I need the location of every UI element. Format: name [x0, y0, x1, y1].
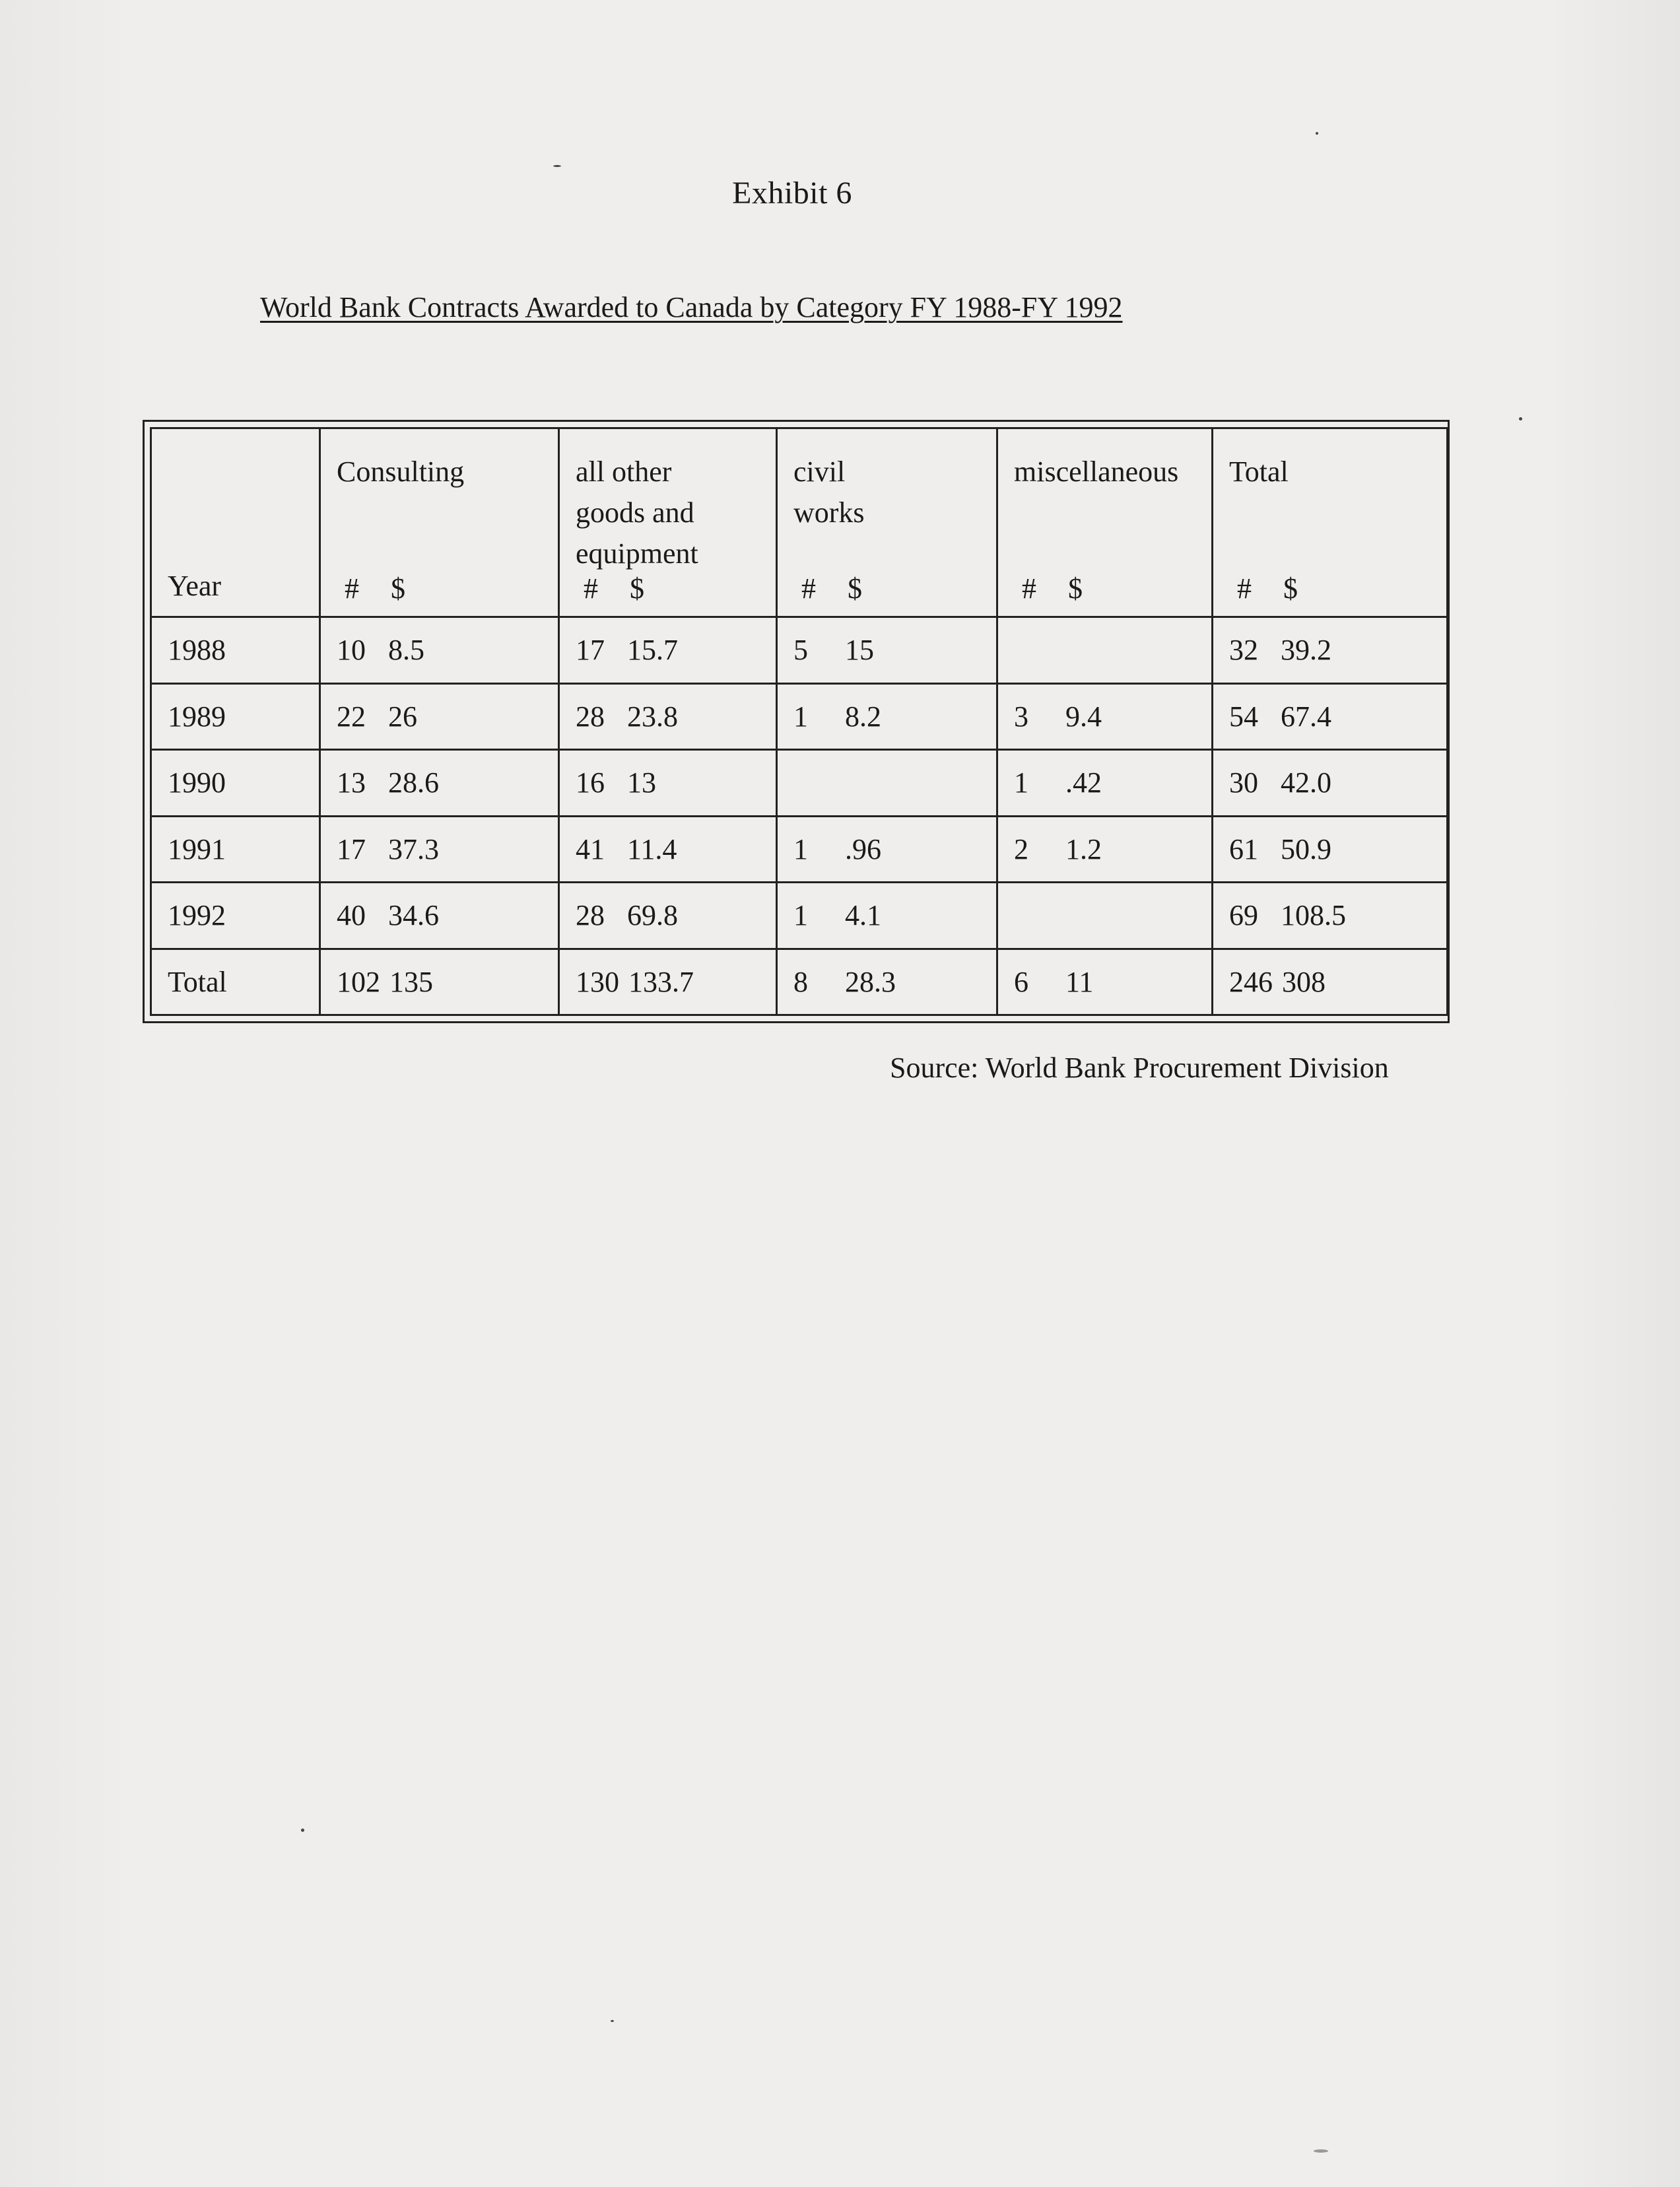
value-cell: [997, 883, 1213, 949]
contract-count: 22: [337, 700, 366, 733]
count-value-pair: [576, 966, 694, 998]
contract-count: 16: [576, 766, 605, 799]
contract-count: 8: [793, 965, 808, 998]
value-cell: [320, 750, 559, 817]
value-cell: [320, 617, 559, 684]
value-cell: [1213, 750, 1448, 817]
count-value-pair: [337, 833, 439, 865]
count-value-pair: [337, 899, 439, 931]
contract-value: .42: [1065, 766, 1102, 799]
count-value-pair: [576, 766, 656, 799]
value-symbol: $: [391, 572, 405, 605]
contract-count: 130: [576, 965, 619, 998]
contract-value: 42.0: [1281, 766, 1331, 799]
contract-count: 1: [793, 832, 808, 865]
value-cell: [997, 816, 1213, 883]
contract-count: 102: [337, 965, 380, 998]
units-label: [1022, 568, 1083, 609]
contract-value: 37.3: [388, 832, 439, 865]
source-note: Source: World Bank Procurement Division: [890, 1052, 1389, 1084]
value-cell: [559, 683, 777, 750]
category-label: Consulting: [337, 455, 465, 488]
contract-value: 28.6: [388, 766, 439, 799]
count-symbol: #: [801, 572, 816, 605]
contract-value: 108.5: [1281, 899, 1346, 932]
value-cell: [777, 750, 997, 817]
count-symbol: #: [1022, 572, 1036, 605]
count-value-pair: [1229, 766, 1331, 799]
contract-value: 4.1: [845, 899, 881, 932]
count-value-pair: [1229, 634, 1331, 666]
table-row: [151, 617, 1448, 684]
count-value-pair: [793, 833, 881, 865]
year-cell: 1990: [151, 750, 320, 817]
value-cell: [559, 883, 777, 949]
value-cell: [320, 816, 559, 883]
contract-count: 54: [1229, 700, 1258, 733]
civil-works-column-header: [777, 428, 997, 617]
value-symbol: $: [1283, 572, 1298, 605]
total-row: [151, 949, 1448, 1015]
contract-count: 246: [1229, 965, 1273, 998]
contract-value: 1.2: [1065, 832, 1102, 865]
count-symbol: #: [345, 572, 359, 605]
scan-speck: [1316, 132, 1318, 135]
count-value-pair: [1014, 634, 1065, 666]
value-cell: [777, 949, 997, 1015]
value-cell: [997, 617, 1213, 684]
count-value-pair: [1014, 899, 1065, 931]
value-symbol: $: [630, 572, 644, 605]
value-cell: [777, 883, 997, 949]
year-cell: 1989: [151, 683, 320, 750]
value-cell: [559, 816, 777, 883]
scan-speck: [611, 2020, 614, 2022]
contract-value: 23.8: [627, 700, 678, 733]
count-symbol: #: [1237, 572, 1252, 605]
table-row: [151, 750, 1448, 817]
value-cell: [997, 683, 1213, 750]
count-value-pair: [793, 899, 881, 931]
goods-equipment-column-header: [559, 428, 777, 617]
contract-value: 308: [1282, 965, 1326, 998]
year-column-header: [151, 428, 320, 617]
units-label: [1237, 568, 1298, 609]
miscellaneous-column-header: [997, 428, 1213, 617]
value-cell: [559, 750, 777, 817]
count-value-pair: [793, 766, 845, 799]
contract-count: 40: [337, 899, 366, 932]
value-cell: [1213, 949, 1448, 1015]
table-body: [151, 617, 1448, 1015]
value-cell: [777, 683, 997, 750]
scan-speck: [301, 1829, 304, 1832]
units-label: [345, 568, 405, 609]
contract-value: 28.3: [845, 965, 896, 998]
value-cell: [1213, 883, 1448, 949]
count-symbol: #: [584, 572, 598, 605]
contract-count: 1: [793, 899, 808, 932]
contract-count: 28: [576, 700, 605, 733]
year-cell: 1991: [151, 816, 320, 883]
count-value-pair: [337, 700, 417, 733]
count-value-pair: [337, 766, 439, 799]
count-value-pair: [337, 634, 424, 666]
count-value-pair: [1229, 700, 1331, 733]
contract-value: 8.5: [388, 634, 424, 667]
units-label: [584, 568, 644, 609]
value-cell: [777, 816, 997, 883]
scan-speck: [1314, 2149, 1328, 2153]
count-value-pair: [1014, 966, 1093, 998]
contract-count: 28: [576, 899, 605, 932]
count-value-pair: [576, 634, 678, 666]
value-cell: [1213, 683, 1448, 750]
contract-value: 67.4: [1281, 700, 1331, 733]
value-symbol: $: [1068, 572, 1083, 605]
table-row: [151, 883, 1448, 949]
units-label: [801, 568, 862, 609]
total-column-header: [1213, 428, 1448, 617]
count-value-pair: [1014, 766, 1102, 799]
value-cell: [997, 750, 1213, 817]
value-cell: [777, 617, 997, 684]
count-value-pair: [1229, 833, 1331, 865]
count-value-pair: [576, 899, 678, 931]
contract-count: 1: [793, 700, 808, 733]
value-cell: [320, 949, 559, 1015]
value-cell: [320, 883, 559, 949]
contract-count: 32: [1229, 634, 1258, 667]
count-value-pair: [1229, 899, 1346, 931]
count-value-pair: [576, 700, 678, 733]
contract-count: 17: [576, 634, 605, 667]
table-row: [151, 683, 1448, 750]
contract-value: 50.9: [1281, 832, 1331, 865]
contract-value: 69.8: [627, 899, 678, 932]
contract-value: 133.7: [628, 965, 694, 998]
table-row: [151, 816, 1448, 883]
value-cell: [1213, 816, 1448, 883]
count-value-pair: [1229, 966, 1326, 998]
contract-value: 39.2: [1281, 634, 1331, 667]
category-label: all other goods and equipment: [576, 455, 698, 570]
value-symbol: $: [848, 572, 862, 605]
contract-value: 26: [388, 700, 417, 733]
count-value-pair: [1014, 700, 1102, 733]
category-label: civil works: [793, 455, 865, 529]
year-cell: 1988: [151, 617, 320, 684]
contract-value: 8.2: [845, 700, 881, 733]
category-label: miscellaneous: [1014, 455, 1179, 488]
contract-value: 34.6: [388, 899, 439, 932]
contract-count: 10: [337, 634, 366, 667]
consulting-column-header: [320, 428, 559, 617]
contract-value: 11.4: [627, 832, 677, 865]
contract-count: 30: [1229, 766, 1258, 799]
contracts-table-frame: [143, 420, 1450, 1023]
contract-count: 6: [1014, 965, 1028, 998]
value-cell: [320, 683, 559, 750]
year-header-label: Year: [168, 570, 222, 602]
value-cell: [997, 949, 1213, 1015]
scan-speck: [1519, 417, 1522, 421]
contract-count: 17: [337, 832, 366, 865]
contract-count: 3: [1014, 700, 1028, 733]
contract-value: 13: [627, 766, 656, 799]
count-value-pair: [1014, 833, 1102, 865]
header-row: [151, 428, 1448, 617]
contract-count: 61: [1229, 832, 1258, 865]
contract-value: 15: [845, 634, 874, 667]
year-cell: Total: [151, 949, 320, 1015]
value-cell: [1213, 617, 1448, 684]
contract-value: .96: [845, 832, 881, 865]
contract-value: 135: [389, 965, 433, 998]
category-label: Total: [1229, 455, 1289, 488]
contract-count: 2: [1014, 832, 1028, 865]
value-cell: [559, 617, 777, 684]
count-value-pair: [793, 700, 881, 733]
count-value-pair: [576, 833, 677, 865]
contract-count: 69: [1229, 899, 1258, 932]
year-cell: 1992: [151, 883, 320, 949]
contract-value: 9.4: [1065, 700, 1102, 733]
contract-count: 13: [337, 766, 366, 799]
contract-count: 41: [576, 832, 605, 865]
contract-value: 15.7: [627, 634, 678, 667]
exhibit-label: Exhibit 6: [732, 176, 852, 211]
scan-speck: [553, 165, 561, 167]
table-title: World Bank Contracts Awarded to Canada by Category FY 1988-FY 1992: [260, 291, 1123, 323]
contracts-table: [150, 427, 1448, 1016]
count-value-pair: [793, 966, 896, 998]
contract-count: 1: [1014, 766, 1028, 799]
count-value-pair: [337, 966, 433, 998]
contract-count: 5: [793, 634, 808, 667]
contract-value: 11: [1065, 965, 1094, 998]
value-cell: [559, 949, 777, 1015]
count-value-pair: [793, 634, 874, 666]
